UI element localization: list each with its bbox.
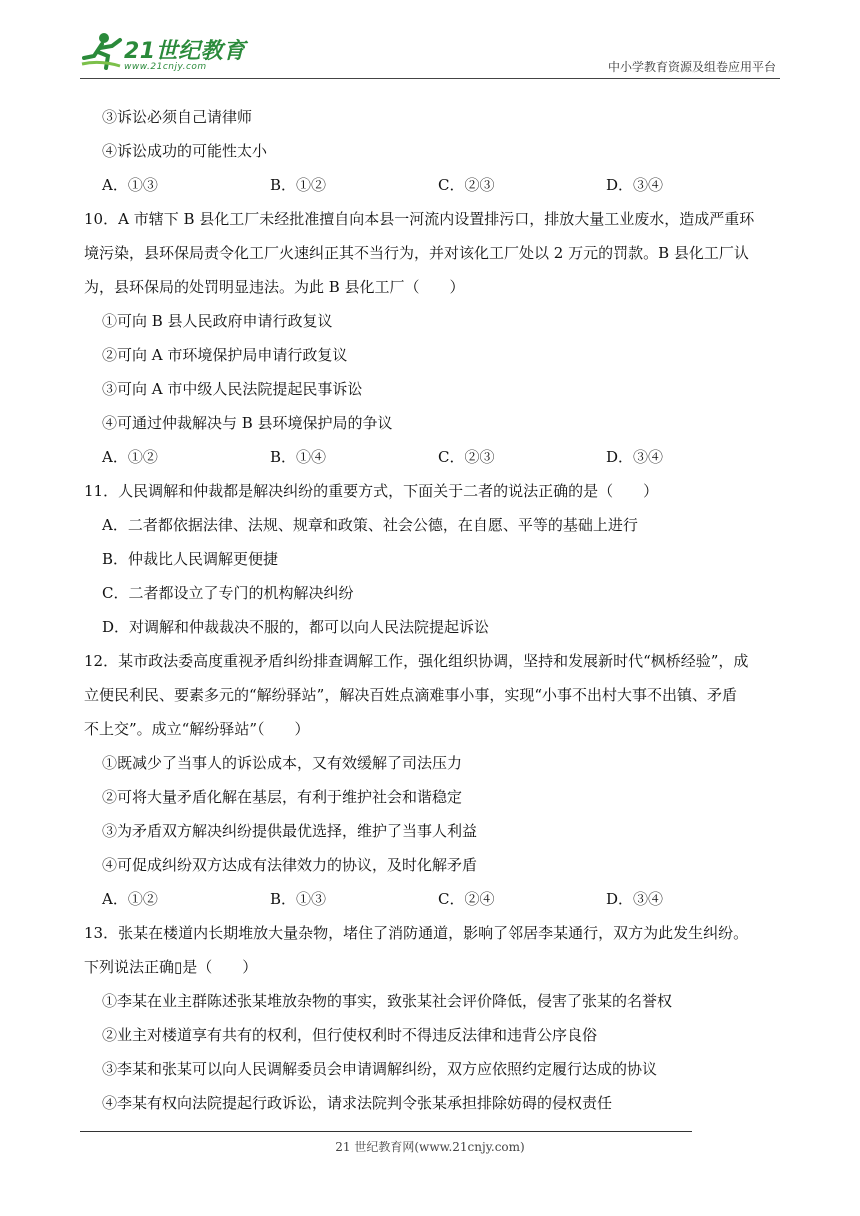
q11-option-c: C．二者都设立了专门的机构解决纠纷 (102, 584, 354, 602)
q11-option-d: D．对调解和仲裁裁决不服的，都可以向人民法院提起诉讼 (102, 618, 490, 636)
q12-stem-line-2: 立便民利民、要素多元的“解纷驿站”，解决百姓点滴难事小事，实现“小事不出村大事不出镇、矛盾 (84, 686, 738, 704)
header-divider (80, 78, 780, 79)
q13-option-4: ④李某有权向法院提起行政诉讼，请求法院判令张某承担排除妨碍的侵权责任 (102, 1094, 613, 1112)
q9-choices (84, 168, 784, 202)
q9-choice-a: A．①③ (102, 176, 158, 194)
q10-stem-line-2: 境污染，县环保局责令化工厂火速纠正其不当行为，并对该化工厂处以 2 万元的罚款。B 县化工厂认 (84, 244, 749, 262)
question-content (84, 100, 784, 1120)
q10-choice-d: D．③④ (606, 448, 664, 466)
footer-divider (80, 1131, 692, 1132)
logo-subtext: www.21cnjy.com (124, 62, 207, 72)
q10-option-1: ①可向 B 县人民政府申请行政复议 (102, 312, 333, 330)
q12-option-2: ②可将大量矛盾化解在基层，有利于维护社会和谐稳定 (102, 788, 463, 806)
q9-option-3: ③诉讼必须自己请律师 (102, 108, 253, 126)
q11-option-a: A．二者都依据法律、法规、规章和政策、社会公德，在自愿、平等的基础上进行 (102, 516, 638, 534)
q10-option-2: ②可向 A 市环境保护局申请行政复议 (102, 346, 348, 364)
q9-choice-c: C．②③ (438, 176, 495, 194)
q13-option-3: ③李某和张某可以向人民调解委员会申请调解纠纷，双方应依照约定履行达成的协议 (102, 1060, 658, 1078)
logo-text: 21世纪教育 (124, 39, 246, 64)
q12-stem-line-3: 不上交”。成立“解纷驿站”（ ） (84, 720, 310, 738)
q10-choice-a: A．①② (102, 448, 158, 466)
q12-option-1: ①既减少了当事人的诉讼成本，又有效缓解了司法压力 (102, 754, 463, 772)
q10-choices (84, 440, 784, 474)
page-header (80, 28, 780, 80)
q13-stem-line-1: 13．张某在楼道内长期堆放大量杂物，堵住了消防通道，影响了邻居李某通行，双方为此发生纠纷。 (84, 924, 749, 942)
q13-option-2: ②业主对楼道享有共有的权利，但行使权利时不得违反法律和违背公序良俗 (102, 1026, 598, 1044)
q12-choice-b: B．①③ (270, 890, 327, 908)
q11-option-b: B．仲裁比人民调解更便捷 (102, 550, 279, 568)
q10-stem-line-3: 为，县环保局的处罚明显违法。为此 B 县化工厂（ ） (84, 278, 465, 296)
q12-choices (84, 882, 784, 916)
logo (80, 30, 250, 76)
q12-choice-a: A．①② (102, 890, 158, 908)
q13-option-1: ①李某在业主群陈述张某堆放杂物的事实，致张某社会评价降低，侵害了张某的名誉权 (102, 992, 673, 1010)
q12-choice-c: C．②④ (438, 890, 495, 908)
q10-choice-b: B．①④ (270, 448, 327, 466)
q10-option-4: ④可通过仲裁解决与 B 县环境保护局的争议 (102, 414, 393, 432)
q9-choice-d: D．③④ (606, 176, 664, 194)
q13-stem-line-2: 下列说法正确▯是（ ） (84, 958, 258, 976)
q12-choice-d: D．③④ (606, 890, 664, 908)
runner-logo-icon (80, 30, 124, 74)
q12-option-3: ③为矛盾双方解决纠纷提供最优选择，维护了当事人利益 (102, 822, 478, 840)
q10-option-3: ③可向 A 市中级人民法院提起民事诉讼 (102, 380, 363, 398)
q9-option-4: ④诉讼成功的可能性太小 (102, 142, 268, 160)
q12-stem-line-1: 12．某市政法委高度重视矛盾纠纷排查调解工作，强化组织协调，坚持和发展新时代“枫桥经验”，成 (84, 652, 749, 670)
q10-choice-c: C．②③ (438, 448, 495, 466)
q12-option-4: ④可促成纠纷双方达成有法律效力的协议，及时化解矛盾 (102, 856, 478, 874)
page-footer: 21 世纪教育网(www.21cnjy.com) (335, 1140, 525, 1154)
q9-choice-b: B．①② (270, 176, 327, 194)
q11-stem: 11．人民调解和仲裁都是解决纠纷的重要方式，下面关于二者的说法正确的是（ ） (84, 482, 659, 500)
q10-stem-line-1: 10．A 市辖下 B 县化工厂未经批准擅自向本县一河流内设置排污口，排放大量工业废水，造成严重环 (84, 210, 755, 228)
platform-title: 中小学教育资源及组卷应用平台 (607, 60, 776, 74)
